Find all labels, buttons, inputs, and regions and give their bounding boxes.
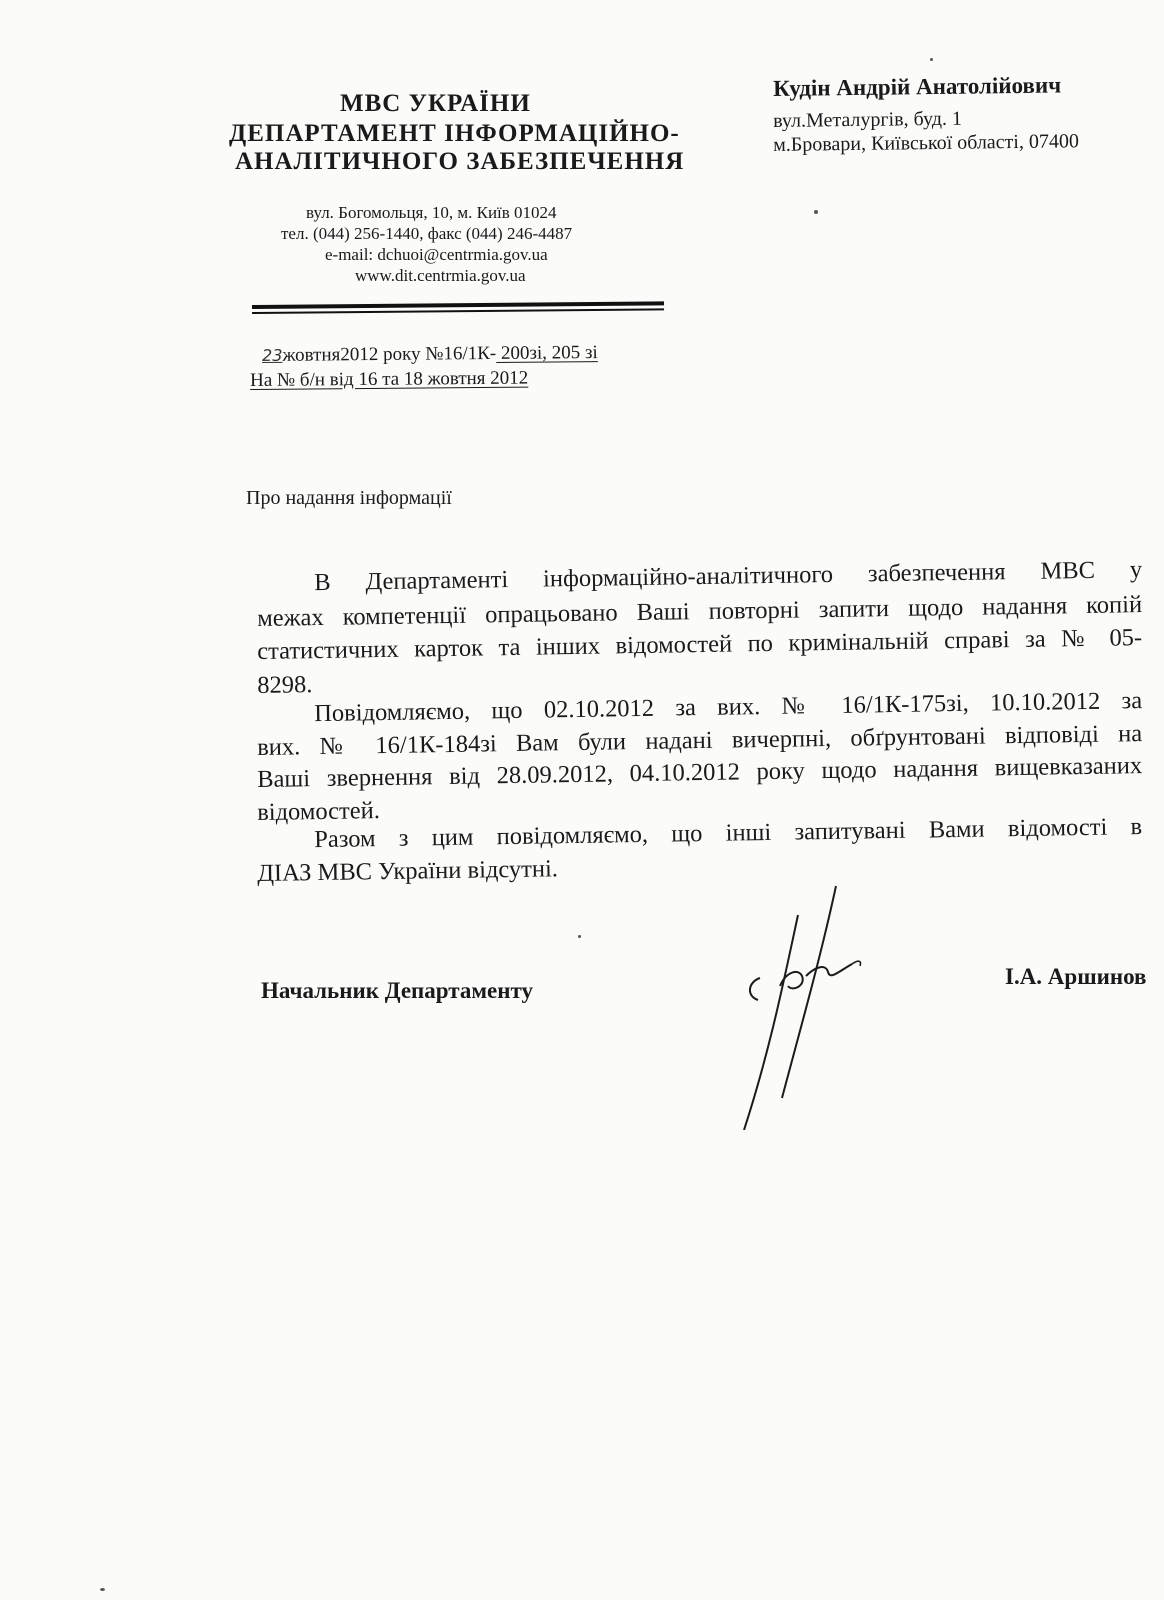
scan-speck	[100, 1588, 105, 1591]
body-line-4: 8298.	[257, 671, 313, 699]
scan-speck	[930, 58, 933, 61]
recipient-address-city: м.Бровари, Київської області, 07400	[773, 130, 1080, 156]
body-line-8: відомостей.	[257, 797, 381, 826]
body-line-3: статистичних карток та інших відомостей по кримінальній справі за № 05-	[257, 624, 1143, 665]
body-line-2: межах компетенції опрацьовано Ваші повторні запити щодо надання копій	[257, 591, 1143, 632]
header-divider	[252, 301, 664, 315]
body-line-5: Повідомляємо, що 02.10.2012 за вих. № 16/1К-175зі, 10.10.2012 за	[313, 687, 1143, 728]
sender-org-line-1: МВС УКРАЇНИ	[340, 90, 531, 117]
body-line-6: вих. № 16/1К-184зі Вам були надані вичерпні, обґрунтовані відповіді на	[257, 720, 1143, 761]
reference-incoming-line: На № б/н від 16 та 18 жовтня 2012	[250, 367, 529, 391]
body-line-7: Ваші звернення від 28.09.2012, 04.10.2012 року щодо надання вищевказаних	[257, 752, 1143, 793]
letter-subject: Про надання інформації	[246, 487, 452, 509]
signatory-title: Начальник Департаменту	[261, 978, 533, 1003]
sender-address-phone: тел. (044) 256-1440, факс (044) 246-4487	[281, 224, 573, 243]
sender-address-email: e-mail: dchuoi@centrmia.gov.ua	[325, 245, 548, 264]
reference-date-line	[262, 342, 598, 367]
body-line-10: ДІАЗ МВС України відсутні.	[257, 855, 559, 887]
body-line-9: Разом з цим повідомляємо, що інші запитувані Вами відомості в	[313, 813, 1143, 854]
scan-speck	[578, 935, 581, 938]
recipient-address-street: вул.Металургів, буд. 1	[773, 107, 963, 132]
reference-date-number: жовтня2012 року №16/1К-	[282, 342, 497, 366]
reference-outgoing-number: 200зі, 205 зі	[496, 342, 598, 364]
handwritten-signature	[740, 880, 890, 1130]
sender-org-line-3: АНАЛІТИЧНОГО ЗАБЕЗПЕЧЕННЯ	[235, 148, 685, 175]
recipient-name: Кудін Андрій Анатолійович	[773, 72, 1062, 101]
scan-speck	[814, 210, 818, 214]
reference-day-handwritten: 23	[262, 345, 283, 365]
sender-address-street: вул. Богомольця, 10, м. Київ 01024	[306, 203, 557, 222]
body-line-1: В Департаменті інформаційно-аналітичного забезпечення МВС у	[313, 556, 1143, 597]
sender-org-line-2: ДЕПАРТАМЕНТ ІНФОРМАЦІЙНО-	[229, 120, 680, 147]
sender-address-website: www.dit.centrmia.gov.ua	[355, 266, 526, 285]
signatory-name: І.А. Аршинов	[1005, 964, 1147, 989]
